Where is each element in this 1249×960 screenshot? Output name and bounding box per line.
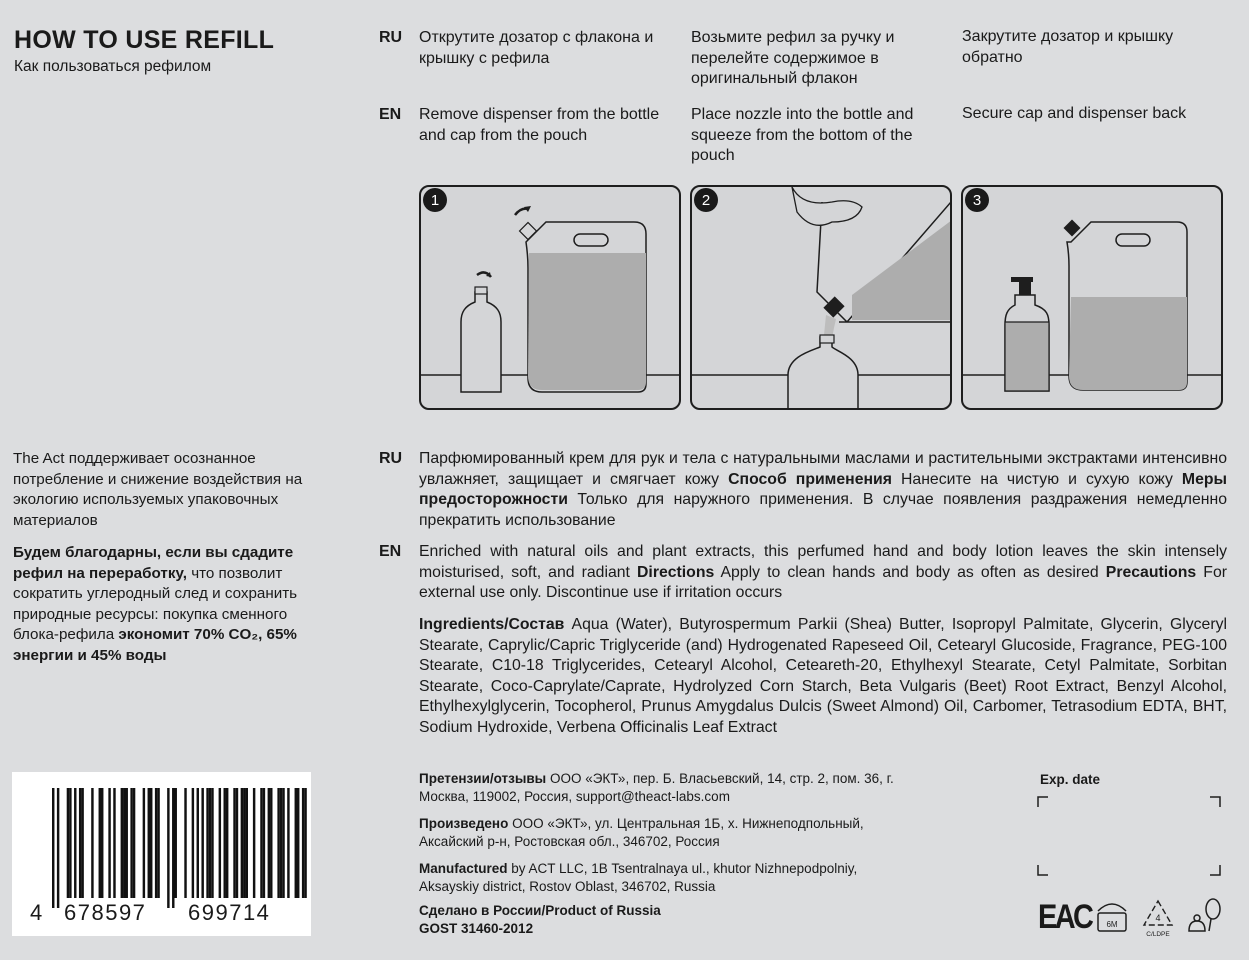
- ingredients-text: Aqua (Water), Butyrospermum Parkii (Shea) Butter, Isopropyl Palmitate, Glycerin, Glyceryl Stearate, Caprylic/Capric Triglyceride (and) Hydrogenated Rapeseed Oil, Cetearyl Glucoside, Fragrance, PEG-100 Stearate, C10-18 Triglycerides, Cetearyl Alcohol, Ceteareth-20, Ethylhexyl Stearate, Cetyl Palmitate, Sorbitan Stearate, Coco-Caprylate/Caprate, Hydrolyzed Corn Starch, Beta Vulgaris (Beet) Root Extract, Benzyl Alcohol, Ethylhexylglycerin, Tocopherol, Prunus Amygdalus Dulcis (Sweet Almond) Oil, Carbomer, Tetrasodium EDTA, BHT, Sodium Hydroxide, Verbena Officinalis Leaf Extract: [419, 616, 1227, 736]
- barcode-bar: [91, 788, 93, 898]
- recycle-icon: [1140, 897, 1176, 939]
- barcode-bar: [209, 788, 211, 898]
- recycle-bold-savings: экономит 70% CO₂, 65% энергии и 45% воды: [13, 626, 297, 664]
- barcode-bar: [167, 788, 169, 908]
- exp-date-frame: [1036, 795, 1226, 879]
- barcode-bar: [67, 788, 69, 898]
- steps-lang-en: EN: [379, 106, 402, 123]
- barcode-bar: [157, 788, 159, 898]
- barcode-bar: [52, 788, 54, 908]
- barcode-bar: [123, 788, 125, 898]
- produced-info: [419, 815, 919, 851]
- barcode-bar: [108, 788, 110, 898]
- step-2-ru: Возьмите рефил за ручку и перелейте содержимое в оригинальный флакон: [691, 29, 895, 87]
- barcode-right-group: 699714: [188, 900, 271, 925]
- recycle-label: C/LDPE: [1146, 931, 1170, 938]
- recycle-note: [13, 543, 323, 666]
- step-2-illustration: [690, 185, 952, 410]
- barcode-bar: [126, 788, 128, 898]
- barcode-bar: [175, 788, 177, 898]
- barcode-bar: [236, 788, 238, 898]
- description-ru: [419, 449, 1227, 531]
- barcode-bar: [233, 788, 235, 898]
- barcode-bar: [150, 788, 152, 898]
- barcode-bar: [57, 788, 59, 908]
- barcode-bar: [148, 788, 150, 898]
- page-subtitle: Как пользоваться рефилом: [14, 58, 212, 75]
- page-title: HOW TO USE REFILL: [14, 26, 275, 54]
- barcode-bar: [253, 788, 255, 898]
- barcode-bar: [192, 788, 194, 898]
- step-1-en: Remove dispenser from the bottle and cap from the pouch: [419, 106, 660, 144]
- barcode-bar: [113, 788, 115, 898]
- claims-text: ООО «ЭКТ», пер. Б. Власьевский, 14, стр. 2, пом. 36, г. Москва, 119002, Россия, support@theact-labs.com: [419, 771, 894, 804]
- barcode-bar: [295, 788, 297, 898]
- step-number: 3: [972, 192, 982, 209]
- recycle-code: 4: [1155, 913, 1161, 923]
- cosmetic-mirror-icon: [1185, 897, 1225, 937]
- barcode-bar: [172, 788, 174, 908]
- desc-ru-text-3: Только для наружного применения. В случае появления раздражения немедленно прекратить использование: [419, 491, 1227, 529]
- barcode-bar: [302, 788, 304, 898]
- barcode-first-digit: 4: [30, 900, 43, 925]
- barcode-bar: [219, 788, 221, 898]
- barcode-bar: [143, 788, 145, 898]
- barcode-bar: [74, 788, 76, 898]
- barcode-bar: [211, 788, 213, 898]
- manufactured-label: Manufactured: [419, 861, 508, 876]
- barcode-bar: [197, 788, 199, 898]
- gost: GOST 31460-2012: [419, 921, 534, 936]
- desc-en-text-2: Apply to clean hands and body as often as desired: [714, 563, 1106, 581]
- manufactured-info: [419, 860, 919, 896]
- desc-en-text-1: Enriched with natural oils and plant extracts, this perfumed hand and body lotion leaves the skin intensely moisturised, soft, and radiant: [419, 543, 1227, 581]
- step-1-ru: Открутите дозатор с флакона и крышку с рефила: [419, 29, 654, 67]
- desc-en-directions-label: Directions: [637, 563, 715, 581]
- desc-en-text-3: For external use only. Discontinue use if irritation occurs: [419, 563, 1228, 601]
- barcode-bar: [79, 788, 81, 898]
- barcode-bar: [260, 788, 262, 898]
- step-3-ru: Закрутите дозатор и крышку обратно: [962, 28, 1174, 66]
- pao-jar-icon: [1094, 897, 1130, 935]
- barcode-bar: [69, 788, 71, 898]
- barcode-bar: [206, 788, 208, 898]
- barcode-bar: [287, 788, 289, 898]
- step-3-en: Secure cap and dispenser back: [962, 105, 1187, 122]
- claims-label: Претензии/отзывы: [419, 771, 547, 786]
- eac-mark-icon: EAC: [1038, 898, 1092, 936]
- step-2-en: Place nozzle into the bottle and squeeze from the bottom of the pouch: [691, 106, 914, 164]
- steps-lang-ru: RU: [379, 29, 403, 46]
- barcode-bar: [243, 788, 245, 898]
- description-en: [419, 542, 1227, 604]
- desc-ru-text-1: Парфюмированный крем для рук и тела с натуральными маслами и растительными экстрактами интенсивно увлажняет, защищает и смягчает кожу: [419, 450, 1227, 488]
- barcode-bar: [277, 788, 279, 898]
- barcode-bar: [268, 788, 270, 898]
- barcode-bar: [81, 788, 83, 898]
- step-1-illustration: [419, 185, 681, 410]
- desc-ru-text-2: Нанесите на чистую и сухую кожу: [891, 470, 1182, 488]
- barcode: [12, 772, 311, 936]
- barcode-bar: [226, 788, 228, 898]
- made-in: Сделано в России/Product of Russia: [419, 903, 661, 918]
- desc-en-precautions-label: Precautions: [1105, 563, 1197, 581]
- barcode-bar: [270, 788, 272, 898]
- barcode-left-group: 678597: [64, 900, 147, 925]
- barcode-bar: [246, 788, 248, 898]
- ingredients: [419, 615, 1227, 738]
- ingredients-label: Ingredients/Состав: [419, 616, 565, 633]
- desc-lang-en: EN: [379, 543, 402, 560]
- produced-text: ООО «ЭКТ», ул. Центральная 1Б, х. Нижнеподпольный, Аксайский р-н, Ростовская обл., 346702, Россия: [419, 816, 864, 849]
- barcode-bar: [241, 788, 243, 898]
- barcode-bar: [280, 788, 282, 898]
- barcode-bar: [130, 788, 132, 898]
- manufactured-text: by ACT LLC, 1B Tsentralnaya ul., khutor Nizhnepodpolniy, Aksayskiy district, Rostov Oblast, 346702, Russia: [419, 861, 858, 894]
- barcode-bar: [155, 788, 157, 898]
- barcode-bar: [201, 788, 203, 898]
- barcode-bar: [133, 788, 135, 898]
- barcode-bar: [99, 788, 101, 898]
- step-number: 2: [701, 192, 711, 209]
- barcode-bar: [297, 788, 299, 898]
- barcode-bar: [224, 788, 226, 898]
- step-number: 1: [430, 192, 440, 209]
- exp-date-label: Exp. date: [1040, 772, 1101, 787]
- barcode-bar: [184, 788, 186, 898]
- desc-lang-ru: RU: [379, 450, 403, 467]
- step-3-illustration: [961, 185, 1223, 410]
- recycle-bold: Будем благодарны, если вы сдадите рефил на переработку,: [13, 544, 294, 582]
- desc-ru-precautions-label: Меры предосторожности: [419, 470, 1227, 508]
- claims-info: [419, 770, 919, 806]
- desc-ru-directions-label: Способ применения: [728, 470, 892, 488]
- barcode-bar: [101, 788, 103, 898]
- pao-label: 6M: [1106, 920, 1118, 929]
- sustainability-intro: The Act поддерживает осознанное потребление и снижение воздействия на экологию используемых упаковочных материалов: [13, 450, 303, 529]
- recycle-text: что позволит сократить углеродный след и сохранить природные ресурсы: покупка сменного блока-рефила: [13, 564, 298, 643]
- produced-label: Произведено: [419, 816, 509, 831]
- barcode-bar: [263, 788, 265, 898]
- barcode-bar: [282, 788, 284, 898]
- barcode-bar: [304, 788, 306, 898]
- barcode-bar: [121, 788, 123, 898]
